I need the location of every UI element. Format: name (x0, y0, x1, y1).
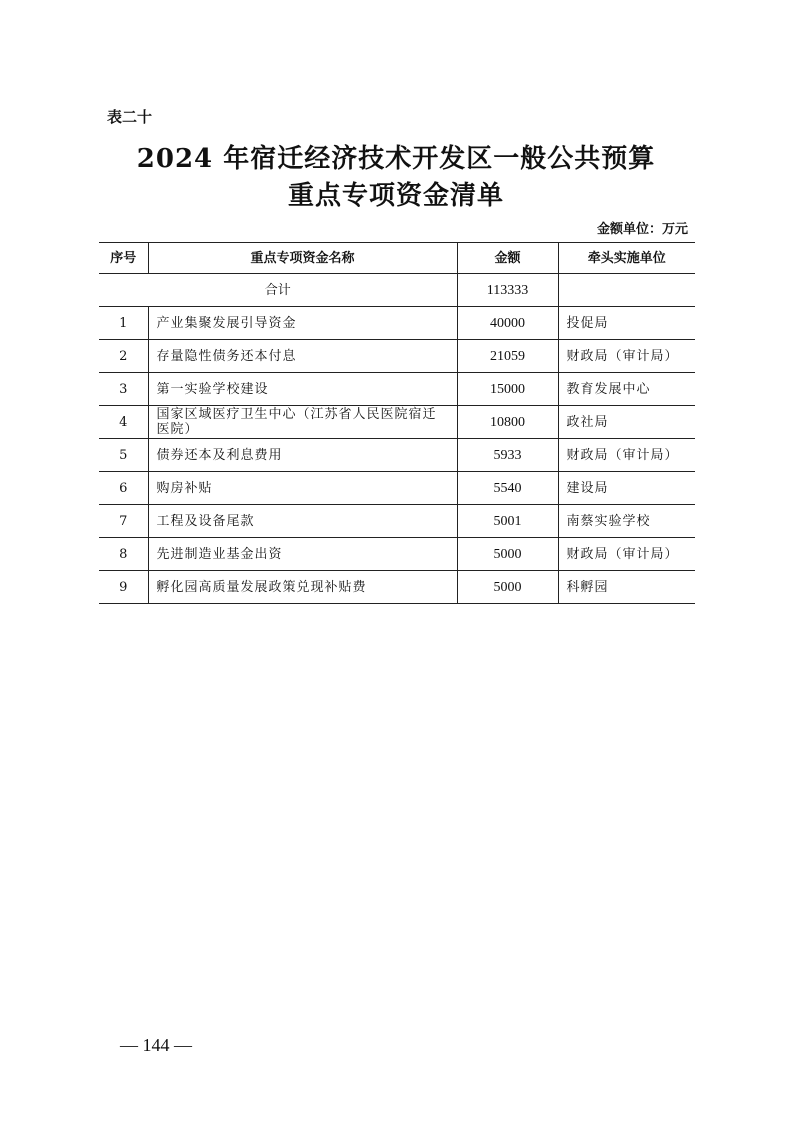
row-fund-name: 国家区域医疗卫生中心（江苏省人民医院宿迁医院） (148, 406, 457, 439)
table-row (99, 373, 695, 406)
row-amount: 5000 (457, 538, 558, 571)
table-header-row (99, 243, 695, 274)
row-amount: 5933 (457, 439, 558, 472)
row-amount: 15000 (457, 373, 558, 406)
column-header-unit: 牵头实施单位 (558, 243, 695, 274)
table-row (99, 340, 695, 373)
row-amount: 40000 (457, 307, 558, 340)
unit-note: 金额单位：万元 (596, 222, 688, 237)
row-index: 2 (99, 340, 148, 373)
row-fund-name: 第一实验学校建设 (148, 373, 457, 406)
row-lead-unit: 投促局 (558, 307, 695, 340)
table-row (99, 538, 695, 571)
total-row (99, 274, 695, 307)
total-amount: 113333 (457, 274, 558, 307)
row-lead-unit: 科孵园 (558, 571, 695, 604)
total-label: 合计 (99, 274, 457, 307)
row-lead-unit: 教育发展中心 (558, 373, 695, 406)
table-row (99, 406, 695, 439)
row-lead-unit: 财政局（审计局） (558, 439, 695, 472)
row-amount: 5000 (457, 571, 558, 604)
table-row (99, 307, 695, 340)
row-amount: 5540 (457, 472, 558, 505)
column-header-index: 序号 (99, 243, 148, 274)
row-index: 1 (99, 307, 148, 340)
page-subtitle: 重点专项资金清单 (287, 181, 504, 211)
table-row (99, 472, 695, 505)
row-fund-name: 工程及设备尾款 (148, 505, 457, 538)
row-index: 4 (99, 406, 148, 439)
row-lead-unit: 财政局（审计局） (558, 340, 695, 373)
table-label: 表二十 (107, 108, 153, 126)
row-fund-name: 产业集聚发展引导资金 (148, 307, 457, 340)
row-fund-name: 债券还本及利息费用 (148, 439, 457, 472)
page-title: 2024 年宿迁经济技术开发区一般公共预算 (136, 144, 656, 174)
row-index: 7 (99, 505, 148, 538)
row-amount: 5001 (457, 505, 558, 538)
page-number: — 144 — (120, 1035, 192, 1055)
row-amount: 10800 (457, 406, 558, 439)
row-lead-unit: 政社局 (558, 406, 695, 439)
row-fund-name: 孵化园高质量发展政策兑现补贴费 (148, 571, 457, 604)
column-header-amount: 金额 (457, 243, 558, 274)
row-lead-unit: 南蔡实验学校 (558, 505, 695, 538)
row-index: 5 (99, 439, 148, 472)
row-amount: 21059 (457, 340, 558, 373)
row-fund-name: 存量隐性债务还本付息 (148, 340, 457, 373)
total-unit-cell (558, 274, 695, 307)
row-lead-unit: 财政局（审计局） (558, 538, 695, 571)
table-row (99, 571, 695, 604)
row-index: 9 (99, 571, 148, 604)
row-index: 8 (99, 538, 148, 571)
row-lead-unit: 建设局 (558, 472, 695, 505)
column-header-name: 重点专项资金名称 (148, 243, 457, 274)
table-row (99, 439, 695, 472)
row-fund-name: 先进制造业基金出资 (148, 538, 457, 571)
row-index: 6 (99, 472, 148, 505)
funds-table (99, 242, 695, 604)
row-index: 3 (99, 373, 148, 406)
table-row (99, 505, 695, 538)
row-fund-name: 购房补贴 (148, 472, 457, 505)
